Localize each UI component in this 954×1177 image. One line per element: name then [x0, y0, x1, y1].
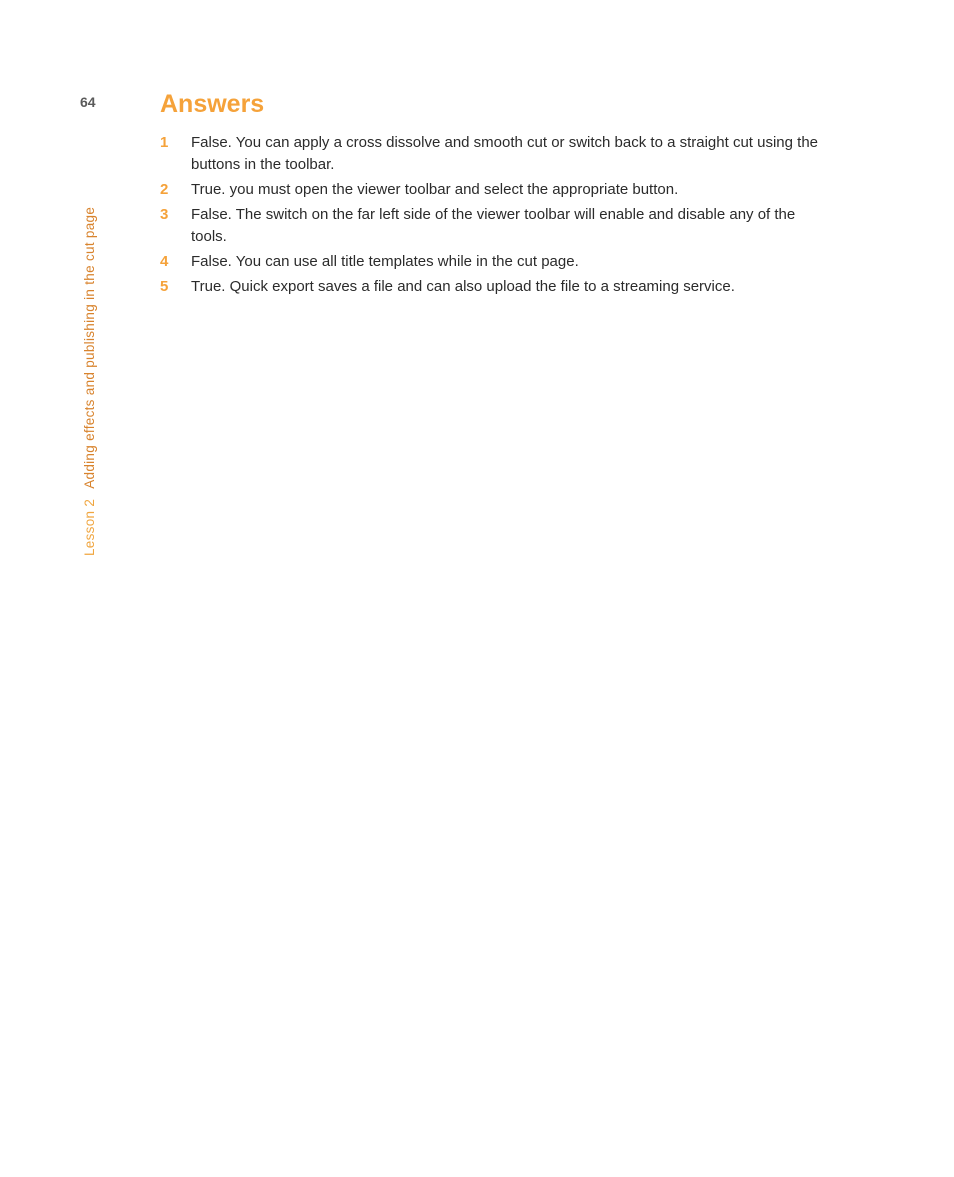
item-text: False. You can apply a cross dissolve and smooth cut or switch back to a straight cut using the buttons in the toolbar. [191, 134, 819, 173]
item-number: 4 [160, 253, 169, 270]
running-head-title: Adding effects and publishing in the cut page [82, 206, 97, 489]
item-text: True. Quick export saves a file and can also upload the file to a streaming service. [191, 278, 735, 295]
item-text: True. you must open the viewer toolbar and select the appropriate button. [191, 181, 679, 198]
item-number: 3 [160, 206, 169, 223]
answers-list [160, 132, 820, 301]
list-item [160, 132, 820, 176]
list-item [160, 276, 820, 298]
list-item [160, 179, 820, 201]
list-item [160, 251, 820, 273]
item-number: 1 [160, 134, 169, 151]
list-item [160, 204, 820, 248]
page-number: 64 [80, 94, 96, 110]
item-number: 5 [160, 278, 169, 295]
item-text: False. You can use all title templates while in the cut page. [191, 253, 579, 270]
running-head-lesson: Lesson 2 [82, 498, 97, 556]
running-head [82, 207, 97, 556]
item-number: 2 [160, 181, 169, 198]
item-text: False. The switch on the far left side of the viewer toolbar will enable and disable any of the tools. [191, 206, 796, 245]
section-title: Answers [160, 90, 265, 118]
